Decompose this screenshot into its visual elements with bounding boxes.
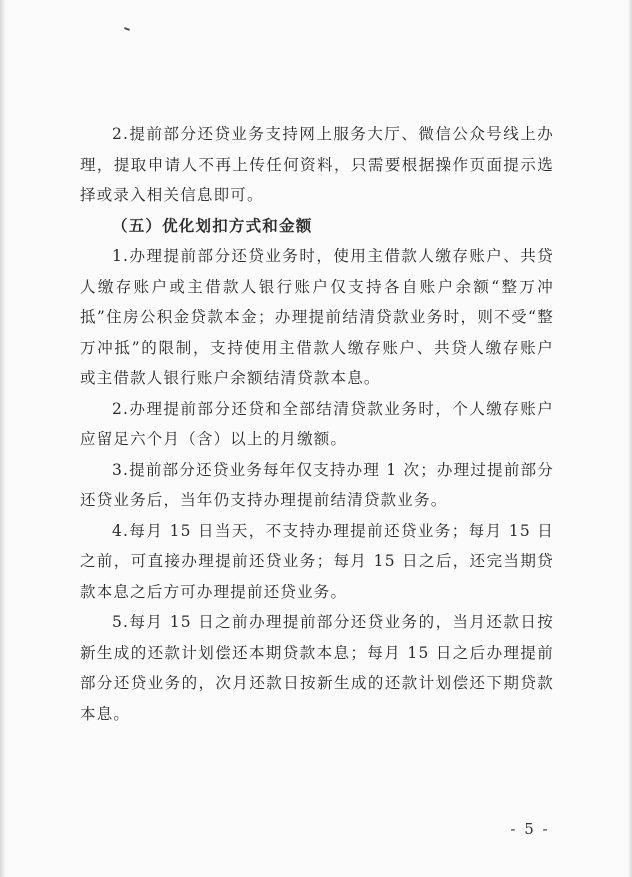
paragraph-item-1: 1.办理提前部分还贷业务时，使用主借款人缴存账户、共贷人缴存账户或主借款人银行账户仅支持各自账户余额“整万冲抵”住房公积金贷款本金；办理提前结清贷款业务时，则不受“整万冲抵”的限制，支持使用主借款人缴存账户、共贷人缴存账户或主借款人银行账户余额结清贷款本息。 <box>80 247 554 387</box>
paragraph-item-4: 4.每月 15 日当天，不支持办理提前还贷业务；每月 15 日之前，可直接办理提前还贷业务；每月 15 日之后，还完当期贷款本息之后方可办理提前还贷业务。 <box>80 521 554 601</box>
paragraph-online-handling: 2.提前部分还贷业务支持网上服务大厅、微信公众号线上办理，提取申请人不再上传任何资料，只需要根据操作页面提示选择或录入相关信息即可。 <box>80 125 554 204</box>
document-body <box>80 119 554 729</box>
scan-mark <box>124 27 130 31</box>
paragraph-item-2: 2.办理提前部分还贷和全部结清贷款业务时，个人缴存账户应留足六个月（含）以上的月缴额。 <box>80 399 554 448</box>
section-heading: （五）优化划扣方式和金额 <box>112 216 313 235</box>
page-number: - 5 - <box>510 820 550 838</box>
paragraph-item-3: 3.提前部分还贷业务每年仅支持办理 1 次；办理过提前部分还贷业务后，当年仍支持办理提前结清贷款业务。 <box>80 460 554 509</box>
paragraph-item-5: 5.每月 15 日之前办理提前部分还贷业务的，当月还款日按新生成的还款计划偿还本期贷款本息；每月 15 日之后办理提前部分还贷业务的，次月还款日按新生成的还款计划偿还下期贷款本息。 <box>80 613 554 723</box>
